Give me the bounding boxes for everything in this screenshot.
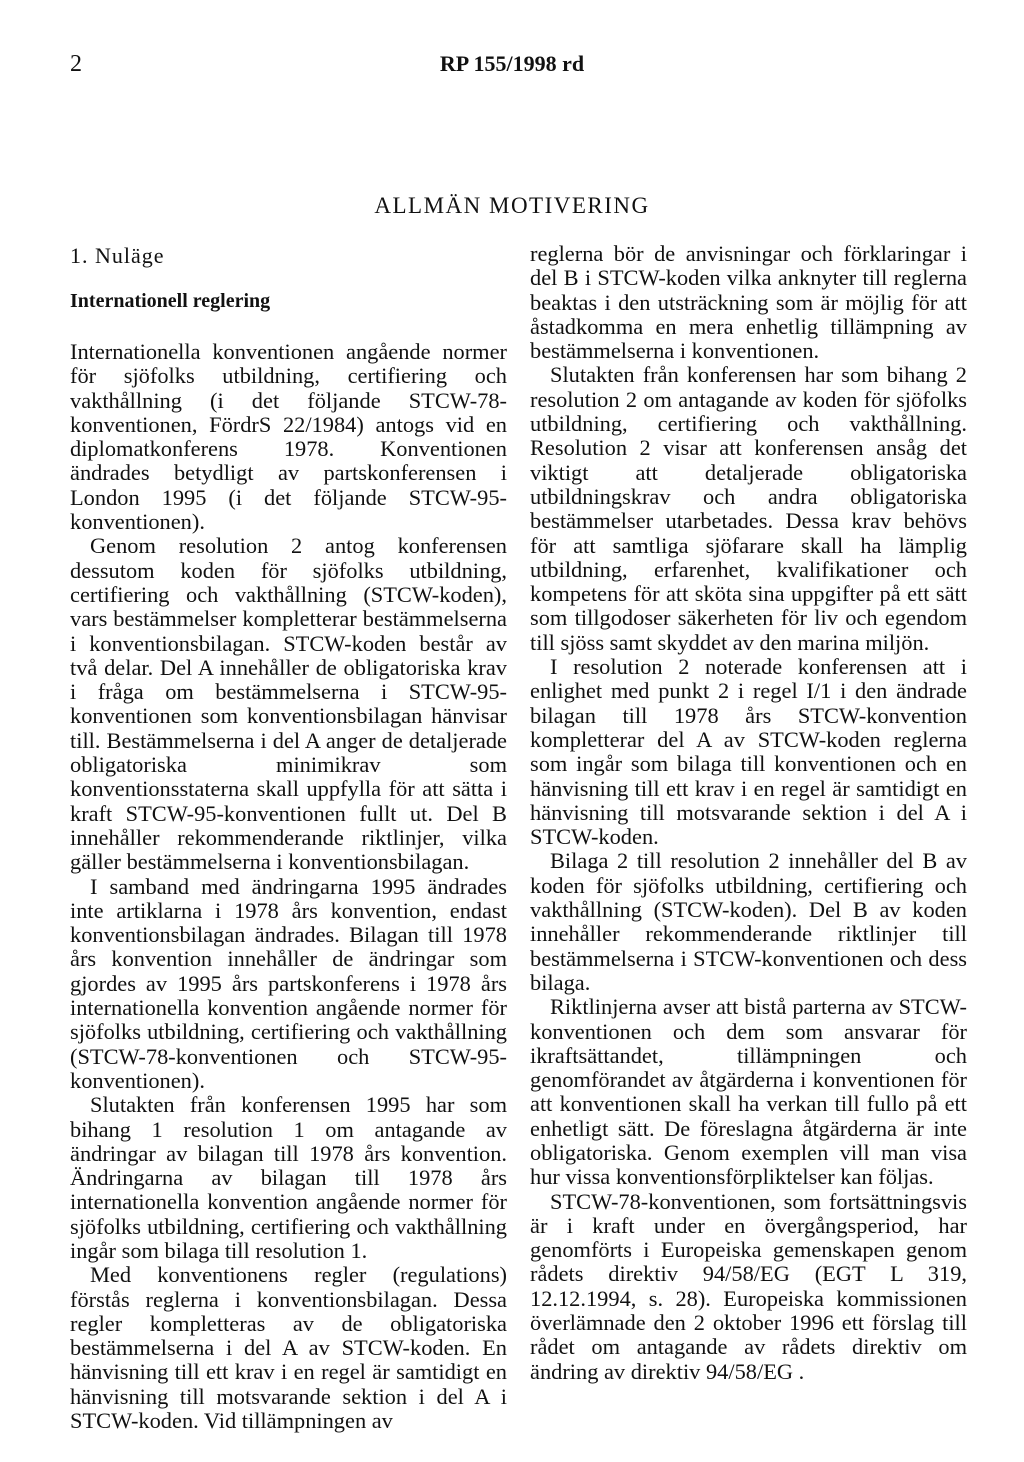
paragraph: I resolution 2 noterade konferensen att i enlighet med punkt 2 i regel I/1 i den ändrade bilagan till 1978 års STCW-konvention kompletterar del A av STCW-koden reglerna som ingår som bilaga till konventionen och en hänvisning till ett krav i en regel är samtidigt en hänvisning till motsvarande sektion i del A i STCW-koden. [530, 654, 967, 850]
running-title: RP 155/1998 rd [439, 51, 585, 76]
paragraph: Slutakten från konferensen 1995 har som bihang 1 resolution 1 om antagande av ändringar av bilagan till 1978 års konvention. Ändringarna av bilagan till 1978 års internationella konvention angående normer för sjöfolks utbildning, certifiering och vakthållning ingår som bilaga till resolution 1. [70, 1092, 507, 1263]
paragraph: STCW-78-konventionen, som fortsättningsvis är i kraft under en övergångsperiod, har genomförts i Europeiska gemenskapen genom rådets direktiv 94/58/EG (EGT L 319, 12.12.1994, s. 28). Europeiska kommissionen överlämnade den 2 oktober 1996 ett förslag till rådet om antagande av rådets direktiv om ändring av direktiv 94/58/EG . [530, 1188, 967, 1384]
page-number: 2 [70, 51, 82, 77]
paragraph: Riktlinjerna avser att bistå parterna av STCW-konventionen och dem som ansvarar för ikraftsättandet, tillämpningen och genomförandet av åtgärderna i konventionen för att konventionen skall ha verkan till fullo på ett enhetligt sätt. De föreslagna åtgärderna är inte obligatoriska. Genom exemplen vill man visa hur vissa konventionsförpliktelser kan följas. [530, 994, 967, 1190]
left-column [70, 242, 507, 1433]
paragraph: Genom resolution 2 antog konferensen dessutom koden för sjöfolks utbildning, certifiering och vakthållning (STCW-koden), vars bestämmelser kompletterar bestämmelserna i konventionsbilagan. STCW-koden består av två delar. Del A innehåller de obligatoriska krav i fråga om bestämmelserna i STCW-95-konventionen som konventionsbilagan hänvisar till. Bestämmelserna i del A anger de detaljerade obligatoriska minimikrav som konventionsstaterna skall uppfylla för att sätta i kraft STCW-95-konventionen fullt ut. Del B innehåller rekommenderande riktlinjer, vilka gäller bestämmelserna i konventionsbilagan. [70, 533, 507, 875]
section-heading: ALLMÄN MOTIVERING [374, 193, 650, 218]
paragraph: I samband med ändringarna 1995 ändrades inte artiklarna i 1978 års konvention, endast konventionsbilagan ändrades. Bilagan till 1978 års konvention innehåller de ändringar som gjordes av 1995 års partskonferens i 1978 års internationella konvention angående normer för sjöfolks utbildning, certifiering och vakthållning (STCW-78-konventionen och STCW-95-konventionen). [70, 873, 507, 1093]
paragraph: Med konventionens regler (regulations) förstås reglerna i konventionsbilagan. Dessa regler kompletteras av de obligatoriska bestämmelserna i del A av STCW-koden. En hänvisning till ett krav i en regel är samtidigt en hänvisning till motsvarande sektion i del A i STCW-koden. Vid tillämpningen av [70, 1262, 507, 1434]
chapter-heading: 1. Nuläge [70, 243, 165, 268]
paragraph: Bilaga 2 till resolution 2 innehåller del B av koden för sjöfolks utbildning, certifiering och vakthållning (STCW-koden). Del B av koden innehåller rekommenderande riktlinjer till bestämmelserna i STCW-konventionen och dess bilaga. [530, 848, 967, 995]
subsection-heading: Internationell reglering [70, 290, 271, 312]
paragraph: Internationella konventionen angående normer för sjöfolks utbildning, certifiering och vakthållning (i det följande STCW-78-konventionen, FördrS 22/1984) antogs vid en diplomatkonferens 1978. Konventionen ändrades betydligt av partskonferensen i London 1995 (i det följande STCW-95-konventionen). [70, 339, 507, 535]
paragraph: reglerna bör de anvisningar och förklaringar i del B i STCW-koden vilka anknyter till reglerna beaktas i den utsträckning som är möjlig för att åstadkomma en mera enhetlig tillämpning av bestämmelserna i konventionen. [530, 241, 967, 364]
right-column [530, 242, 967, 1384]
paragraph: Slutakten från konferensen har som bihang 2 resolution 2 om antagande av koden för sjöfolks utbildning, certifiering och vakthållning. Resolution 2 visar att konferensen ansåg det viktigt att detaljerade obligatoriska utbildningskrav och andra obligatoriska bestämmelser utarbetades. Dessa krav behövs för att samtliga sjöfarare skall ha lämplig utbildning, erfarenhet, kvalifikationer och kompetens för att sköta sina uppgifter på ett sätt som tillgodoser säkerheten för liv och egendom till sjöss samt skyddet av den marina miljön. [530, 362, 967, 655]
